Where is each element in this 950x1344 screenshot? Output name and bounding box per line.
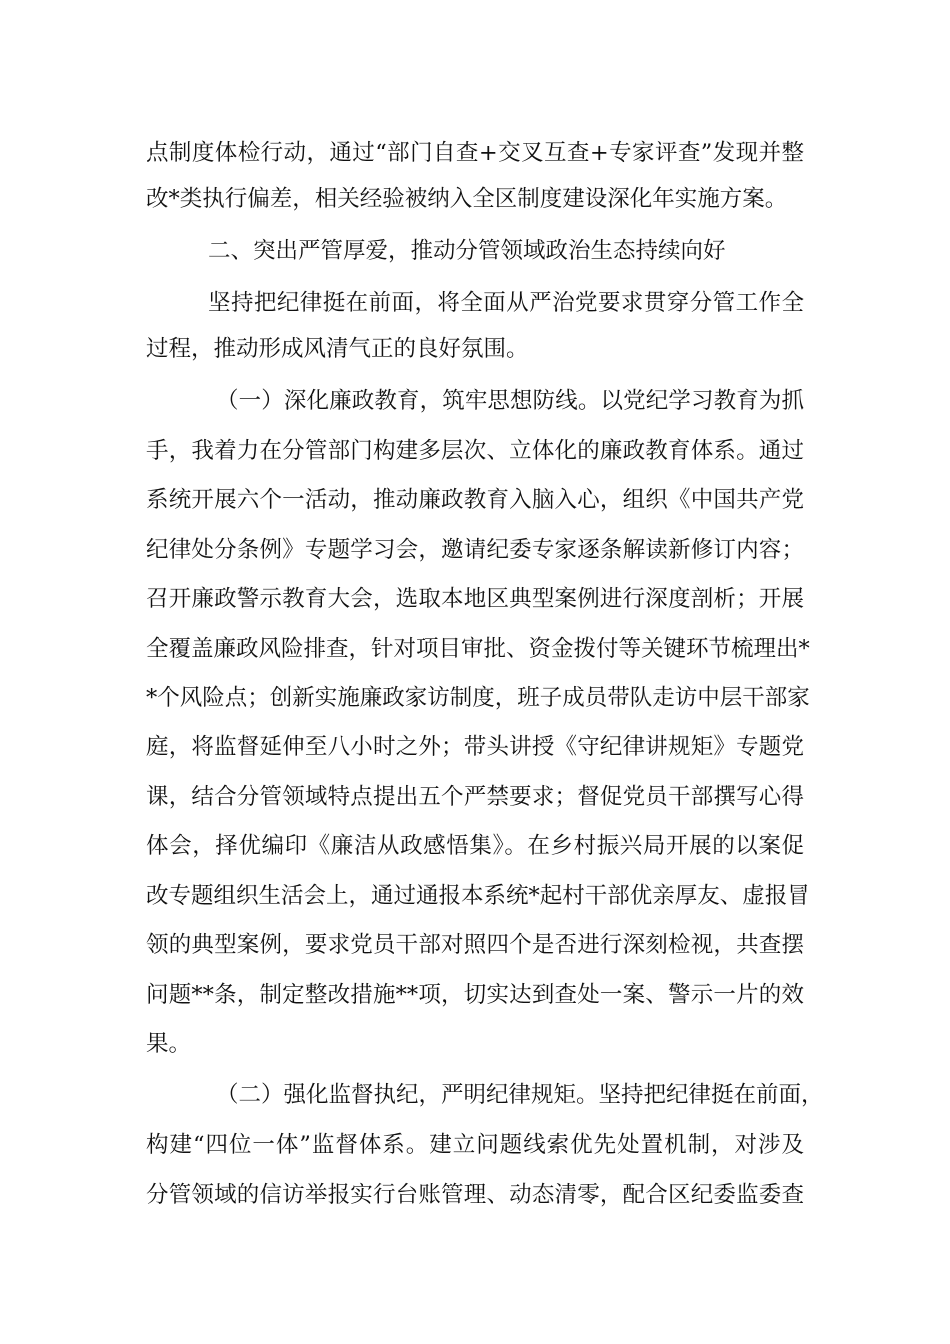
text-line: 庭，将监督延伸至八小时之外；带头讲授《守纪律讲规矩》专题党 [146,734,804,760]
text-line: 课，结合分管领域特点提出五个严禁要求；督促党员干部撰写心得 [146,784,804,810]
text-line: 改*类执行偏差，相关经验被纳入全区制度建设深化年实施方案。 [146,186,788,212]
text-line: 纪律处分条例》专题学习会，邀请纪委专家逐条解读新修订内容； [146,537,804,563]
text-line: 体会，择优编印《廉洁从政感悟集》。在乡村振兴局开展的以案促 [146,833,804,859]
text-line: 问题**条，制定整改措施**项，切实达到查处一案、警示一片的效 [146,982,804,1008]
text-line: 改专题组织生活会上，通过通报本系统*起村干部优亲厚友、虚报冒 [146,883,810,909]
section-heading: 二、突出严管厚爱，推动分管领域政治生态持续向好 [208,238,726,264]
text-line: 领的典型案例，要求党员干部对照四个是否进行深刻检视，共查摆 [146,932,804,958]
text-line: 系统开展六个一活动，推动廉政教育入脑入心，组织《中国共产党 [146,487,804,513]
text-line: 分管领域的信访举报实行台账管理、动态清零，配合区纪委监委查 [146,1182,804,1208]
text-line: 构建“四位一体”监督体系。建立问题线索优先处置机制，对涉及 [146,1132,804,1158]
text-line: 果。 [146,1031,192,1057]
text-line: *个风险点；创新实施廉政家访制度，班子成员带队走访中层干部家 [146,685,810,711]
text-line: 手，我着力在分管部门构建多层次、立体化的廉政教育体系。通过 [146,438,804,464]
text-line: （一）深化廉政教育，筑牢思想防线。以党纪学习教育为抓 [216,388,804,414]
text-line: （二）强化监督执纪，严明纪律规矩。坚持把纪律挺在前面， [216,1082,824,1108]
text-line: 召开廉政警示教育大会，选取本地区典型案例进行深度剖析；开展 [146,586,804,612]
text-line: 过程，推动形成风清气正的良好氛围。 [146,336,529,362]
text-line: 点制度体检行动，通过“部门自查+交叉互查+专家评查”发现并整 [146,140,804,166]
text-line: 全覆盖廉政风险排查，针对项目审批、资金拨付等关键环节梳理出* [146,636,810,662]
text-line: 坚持把纪律挺在前面，将全面从严治党要求贯穿分管工作全 [208,290,804,316]
